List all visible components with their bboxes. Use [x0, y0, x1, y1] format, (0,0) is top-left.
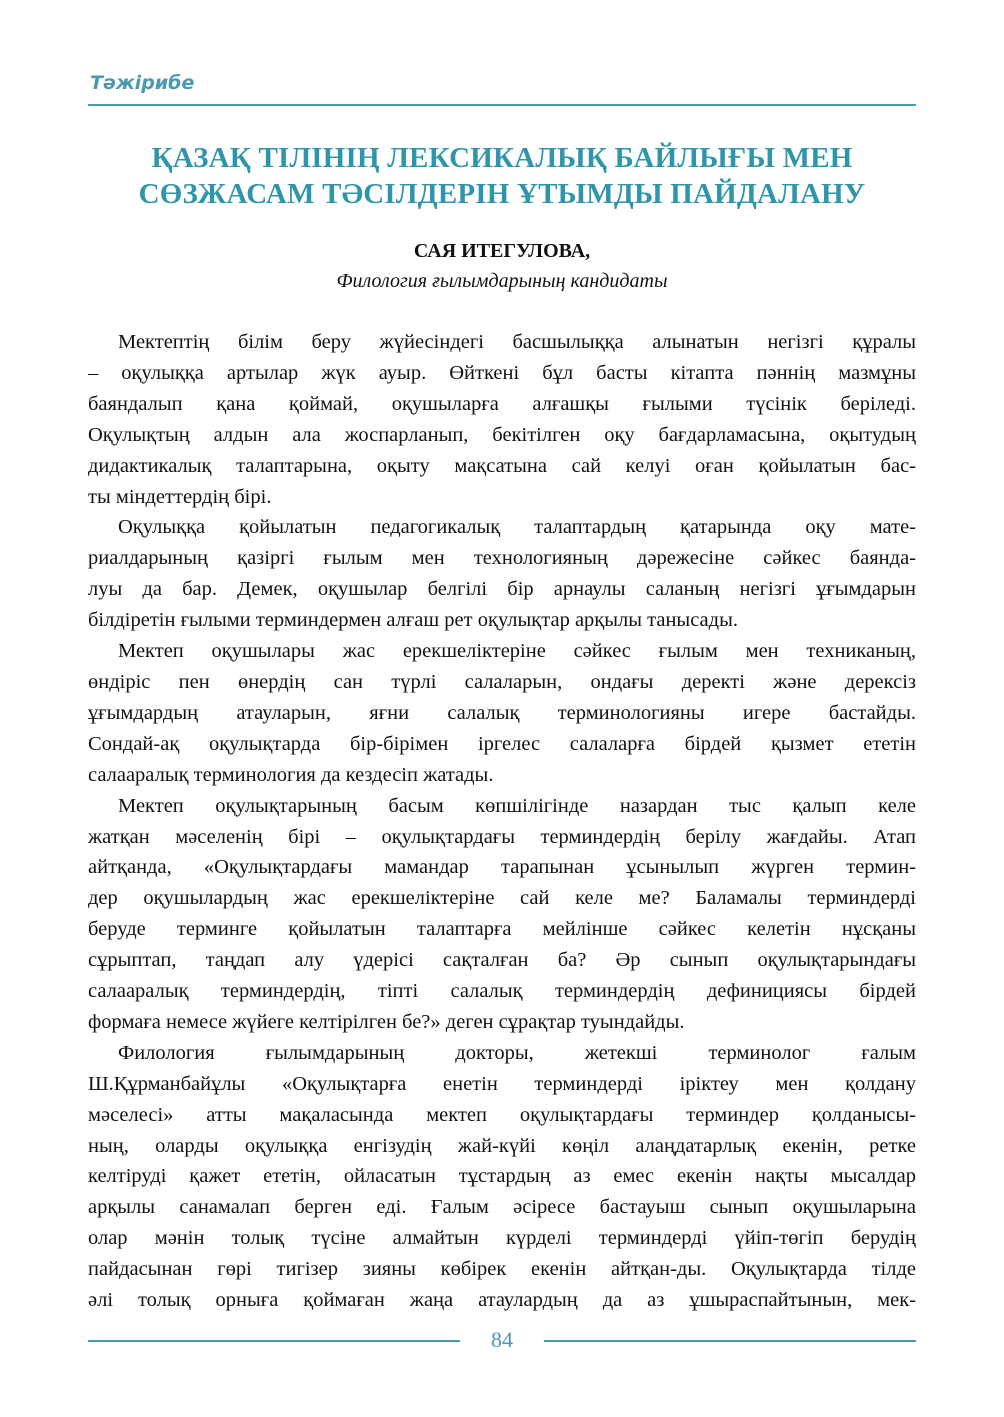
body-line: салааралық терминология да кездесіп жатады.: [88, 763, 494, 786]
body-line: – оқулыққа артылар жүк ауыр. Өйткені бұл басты кітапта пәннің мазмұны: [88, 361, 916, 384]
body-line: формаға немесе жүйеге келтірілген бе?» деген сұрақтар туындайды.: [88, 1010, 685, 1033]
page-number: 84: [491, 1327, 513, 1352]
author-name: САЯ ИТЕГУЛОВА,: [413, 240, 591, 262]
body-line: дидактикалық талаптарына, оқыту мақсатына сай келуі оған қойылатын бас-: [88, 454, 916, 477]
body-line: әлі толық орныға қоймаған жаңа атаулардың да аз ұшыраспайтынын, мек-: [88, 1289, 916, 1312]
body-line: луы да бар. Демек, оқушылар белгілі бір арнаулы саланың негізгі ұғымдарын: [88, 578, 916, 601]
body-line: беруде терминге қойылатын талаптарға мейлінше сәйкес келетін нұсқаны: [88, 918, 916, 941]
body-line: мәселесі» атты мақаласында мектеп оқулықтардағы терминдер қолданысы-: [88, 1103, 916, 1126]
article-body: [88, 327, 916, 1316]
body-line: дер оқушылардың жас ерекшеліктеріне сай келе ме? Баламалы терминдерді: [88, 887, 916, 910]
body-line: олар мәнін толық түсіне алмайтын күрделі терминдерді үйіп-төгіп берудің: [88, 1227, 916, 1250]
section-label: Тәжірибе: [90, 72, 195, 94]
body-line: Оқулықтың алдын ала жоспарланып, бекітілген оқу бағдарламасына, оқытудың: [88, 423, 916, 446]
article-title-line-2: СӨЗЖАСАМ ТӘСІЛДЕРІН ҰТЫМДЫ ПАЙДАЛАНУ: [138, 178, 866, 210]
footer-divider-right: [544, 1340, 916, 1342]
body-line: келтіруді қажет ететін, ойласатын тұстардың аз емес екенін нақты мысалдар: [88, 1165, 916, 1188]
body-line: сұрыптап, таңдап алу үдерісі сақталған ба? Әр сынып оқулықтарындағы: [88, 949, 916, 972]
header-divider: [88, 104, 916, 106]
body-line: риалдарының қазіргі ғылым мен технологияның дәрежесіне сәйкес баянда-: [88, 547, 916, 570]
body-line: Мектептің білім беру жүйесіндегі басшылыққа алынатын негізгі құралы: [118, 331, 916, 353]
body-line: баяндалып қана қоймай, оқушыларға алғашқы ғылыми түсінік беріледі.: [88, 392, 916, 415]
body-line: Филология ғылымдарының докторы, жетекші терминолог ғалым: [118, 1041, 916, 1064]
body-line: ты міндеттердің бірі.: [88, 485, 272, 508]
article-title-line-1: ҚАЗАҚ ТІЛІНІҢ ЛЕКСИКАЛЫҚ БАЙЛЫҒЫ МЕН: [151, 142, 853, 174]
body-line: салааралық терминдердің, тіпті салалық терминдердің дефинициясы бірдей: [88, 980, 916, 1003]
body-line: Мектеп оқулықтарының басым көпшілігінде назардан тыс қалып келе: [118, 794, 916, 817]
body-line: ұғымдардың атауларын, яғни салалық терминологияны игере бастайды.: [88, 701, 916, 724]
body-line: өндіріс пен өнердің сан түрлі салаларын, ондағы деректі және дерексіз: [88, 670, 916, 693]
article-title: [88, 140, 916, 212]
body-line: Оқулыққа қойылатын педагогикалық талаптардың қатарында оқу мате-: [118, 516, 916, 539]
footer-divider-left: [88, 1340, 460, 1342]
body-line: білдіретін ғылыми терминдермен алғаш рет оқулықтар арқылы танысады.: [88, 609, 738, 632]
body-line: Ш.Құрманбайұлы «Оқулықтарға енетін терминдерді іріктеу мен қолдану: [88, 1072, 916, 1095]
body-line: ның, оларды оқулыққа енгізудің жай-күйі көңіл алаңдатарлық екенін, ретке: [88, 1134, 916, 1157]
body-line: Сондай-ақ оқулықтарда бір-бірімен іргелес салаларға бірдей қызмет ететін: [88, 732, 916, 755]
body-line: пайдасынан гөрі тигізер зияны көбірек екенін айтқан-ды. Оқулықтарда тілде: [88, 1258, 916, 1281]
author-credentials: Филология ғылымдарының кандидаты: [336, 270, 668, 292]
body-line: айтқанда, «Оқулықтардағы мамандар тарапынан ұсынылып жүрген термин-: [88, 856, 916, 879]
body-line: арқылы санамалап берген еді. Ғалым әсіресе бастауыш сынып оқушыларына: [88, 1196, 916, 1219]
body-line: жатқан мәселенің бірі – оқулықтардағы терминдердің берілу жағдайы. Атап: [88, 825, 916, 848]
body-line: Мектеп оқушылары жас ерекшеліктеріне сәйкес ғылым мен техниканың,: [118, 640, 916, 663]
